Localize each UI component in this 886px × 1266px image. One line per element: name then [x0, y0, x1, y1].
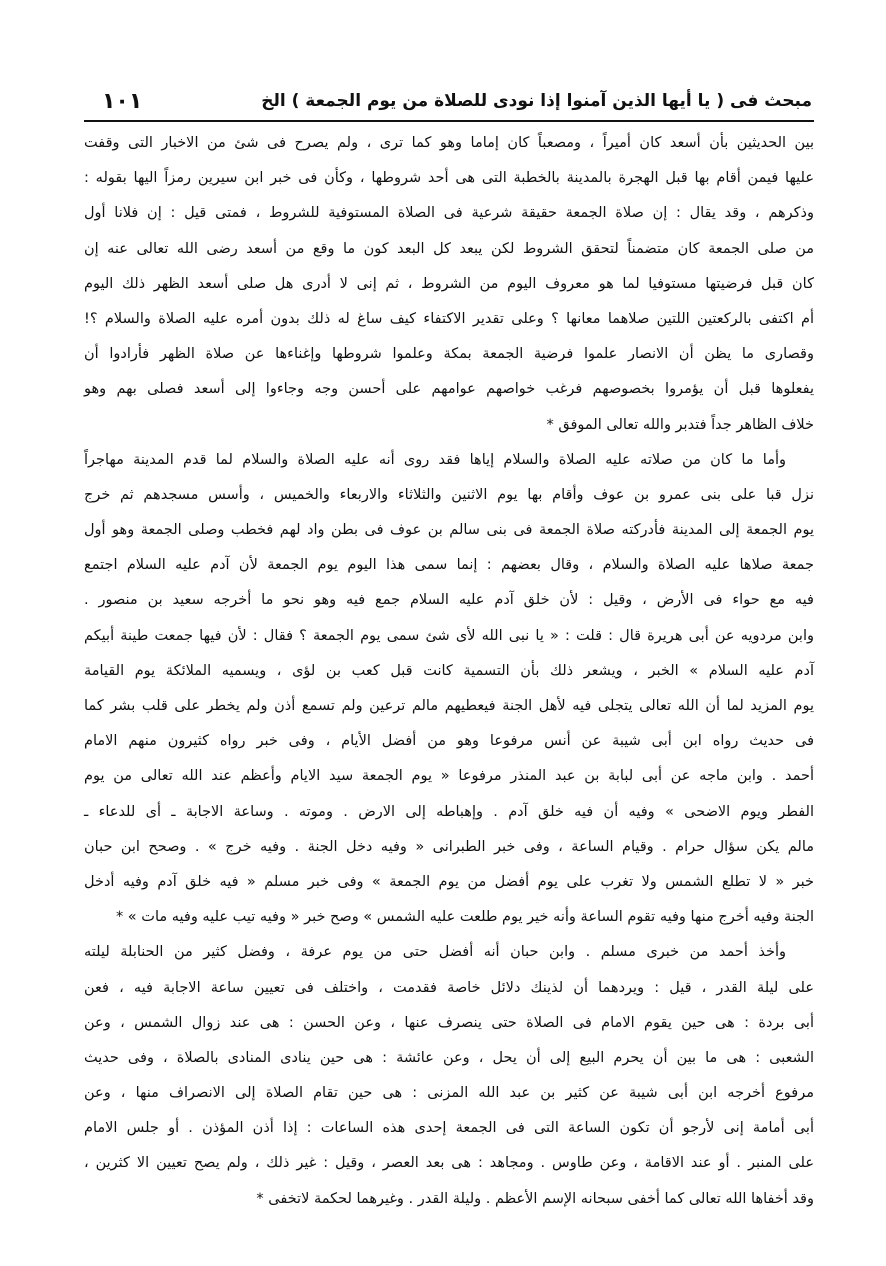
text-line: يفعلوها قبل أن يؤمروا بخصوصهم فرغب خواصهم عوامهم على أحسن وجه وجاءوا إلى أسعد فصلى بهم وهو — [84, 381, 814, 398]
text-line: يوم الجمعة إلى المدينة فأدركته صلاة الجمعة فى بنى سالم بن عوف فى بطن واد لهم فخطب وصلى الجمعة وهو أول — [84, 522, 814, 539]
header-rule — [84, 120, 814, 122]
text-line: وقصارى ما يظن أن الانصار علموا فرضية الجمعة بمكة وعلموا شروطها وإغناءها عن صلاة الظهر فأرادوا أن — [84, 346, 814, 363]
text-line: الفطر ويوم الاضحى » وفيه أن فيه خلق آدم . وإهباطه إلى الارض . وموته . وساعة الاجابة ـ أى للدعاء ـ — [84, 803, 814, 820]
text-line: وأخذ أحمد من خبرى مسلم . وابن حبان أنه أفضل حتى من يوم عرفة ، وفضل كثير من الحنابلة ليلته — [84, 944, 786, 961]
text-line: من صلى الجمعة كان متضمناً لتحقق الشروط لكن يبعد كل البعد كون ما وقع من أسعد رضى الله تعالى عنه إن — [84, 240, 814, 257]
text-line: نزل قبا على بنى عمرو بن عوف وأقام بها يوم الاثنين والثلاثاء والاربعاء والخميس ، وأسس مسجدهم ثم خرج — [84, 486, 814, 503]
text-line: أم اكتفى بالركعتين اللتين صلاهما معانها ؟ وعلى تقدير الاكتفاء كيف ساغ له ذلك بدون أمره عليه الصلاة والسلام ؟! — [84, 310, 814, 327]
body-text — [84, 126, 814, 1217]
page-number: ١٠١ — [102, 88, 143, 114]
text-line: كان قبل فرضيتها مستوفيا لما هو معروف اليوم من الشروط ، ثم إنى لا أدرى هل صلى أسعد الظهر ذلك اليوم — [84, 275, 814, 292]
paragraph — [84, 126, 814, 443]
text-line: خبر « لا تطلع الشمس ولا تغرب على يوم أفضل من يوم الجمعة » وفى خبر مسلم « فيه خلق آدم وفيه أدخل — [84, 873, 814, 890]
text-line: يوم المزيد لما أن الله تعالى يتجلى فيه لأهل الجنة فيعطيهم مالم ترعين ولم تسمع أذن ولم يخطر على قلب بشر كما — [84, 698, 814, 714]
text-line: أبى أمامة إنى لأرجو أن تكون الساعة التى فى الجمعة إحدى هذه الساعات : إذا أذن المؤذن . أو جلس الامام — [84, 1120, 814, 1137]
paragraph — [84, 935, 814, 1217]
text-line: وأما ما كان من صلاته عليه الصلاة والسلام إياها فقد روى أنه عليه الصلاة والسلام لما قدم المدينة مهاجراً — [84, 451, 786, 468]
text-line: الجنة وفيه أخرج منها وفيه تقوم الساعة وأنه خير يوم طلعت عليه الشمس » وصح خبر « وفيه تيب عليه وفيه مات » * — [115, 909, 814, 926]
text-line: الشعبى : هى ما بين أن يحرم البيع إلى أن يحل ، وعن عائشة : هى حين ينادى المنادى بالصلاة ، وفى حديث — [84, 1049, 814, 1066]
text-line: على ليلة القدر ، قيل : ويردهما أن لذينك دلائل خاصة فقدمت ، واختلف فى تعيين ساعة الاجابة فيه ، فعن — [84, 979, 814, 996]
text-line: مالم يكن سؤال حرام . وقيام الساعة ، وفى خبر الطبرانى « وفيه دخل الجنة . وفيه خرج » . وصحح ابن حبان — [84, 838, 814, 855]
paragraph — [84, 443, 814, 936]
text-line: بين الحديثين بأن أسعد كان أميراً ، ومصعباً كان إماما وهو كما ترى ، ولم يصرح فى شئ من الاخبار التى وقفت — [84, 135, 814, 151]
text-line: فى حديث رواه ابن أبى شيبة عن أنس مرفوعا وهو من أفضل الأيام ، وفى خبر رواه كثيرون منهم الامام — [84, 733, 814, 750]
text-line: مرفوع أخرجه ابن أبى شيبة عن كثير بن عبد الله المزنى : هى حين تقام الصلاة إلى الانصراف منها ، وعن — [84, 1085, 814, 1102]
text-line: أبى بردة : هى حين يقوم الامام فى الصلاة حتى ينصرف عنها ، وعن الحسن : هى عند زوال الشمس ، وعن — [84, 1014, 814, 1031]
text-line: وذكرهم ، وقد يقال : إن صلاة الجمعة حقيقة شرعية فى الصلاة المستوفية للشروط ، فمتى قيل : إن فلانا أول — [84, 205, 814, 222]
text-line: وابن مردويه عن أبى هريرة قال : قلت : « يا نبى الله لأى شئ سمى يوم الجمعة ؟ فقال : لأن فيها جمعت طينة أبيكم — [84, 627, 814, 644]
text-line: أحمد . وابن ماجه عن أبى لبابة بن عبد المنذر مرفوعا « يوم الجمعة سيد الايام وأعظم عند الله تعالى من يوم — [84, 768, 814, 785]
text-line: وقد أخفاها الله تعالى كما أخفى سبحانه الإسم الأعظم . وليلة القدر . وغيرهما لحكمة لاتخفى * — [256, 1190, 814, 1207]
text-line: خلاف الظاهر جداً فتدبر والله تعالى الموفق * — [546, 416, 814, 433]
page-header — [84, 84, 814, 118]
text-line: جمعة صلاها عليه الصلاة والسلام ، وقال بعضهم : إنما سمى هذا اليوم يوم الجمعة لأن آدم عليه السلام اجتمع — [84, 557, 814, 574]
book-page — [84, 84, 814, 1207]
running-title: مبحث فى ( يا أيها الذين آمنوا إذا نودى للصلاة من يوم الجمعة ) الخ — [261, 91, 812, 111]
text-line: فيه مع حواء فى الأرض ، وقيل : لأن خلق آدم عليه السلام جمع فيه وهو نحو ما أخرجه سعيد بن منصور . — [84, 592, 814, 609]
text-line: آدم عليه السلام » الخبر ، ويشعر ذلك بأن التسمية كانت قبل كعب بن لؤى ، ويسميه الملائكة يوم القيامة — [84, 662, 814, 679]
text-line: عليها فيمن أقام بها قبل الهجرة بالمدينة بالخطبة التى هى أحد شروطها ، وكأن فى خبر ابن سيرين رمزاً اليها بقوله : — [84, 170, 814, 187]
text-line: على المنبر . أو عند الاقامة ، وعن طاوس . ومجاهد : هى بعد العصر ، وقيل : غير ذلك ، ولم يصح تعيين الا كثرين ، — [84, 1155, 814, 1172]
